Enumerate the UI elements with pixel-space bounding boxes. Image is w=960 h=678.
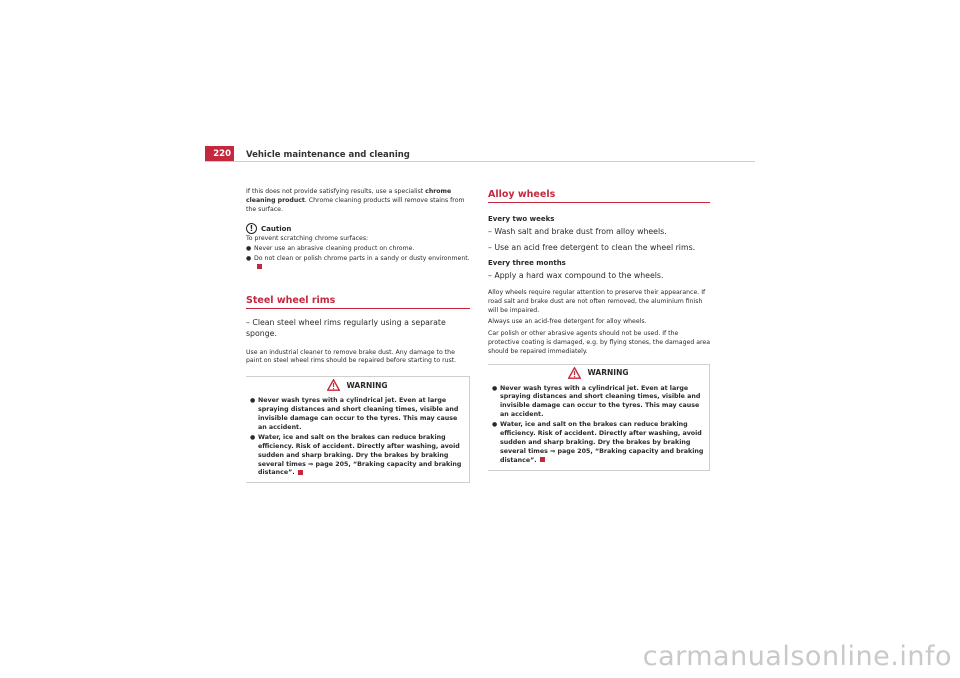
- caution-heading: ! Caution: [246, 223, 470, 234]
- caution-item: ● Never use an abrasive cleaning product on chrome.: [246, 245, 470, 254]
- end-mark-icon: [257, 264, 262, 269]
- watermark: carmanualsonline.info: [642, 641, 952, 672]
- instruction-step: – Clean steel wheel rims regularly using a separate sponge.: [246, 317, 446, 338]
- page-number: 220: [205, 146, 234, 162]
- warning-item: ● Never wash tyres with a cylindrical jet. Even at large spraying distances and short cleaning times, visible and invisible damage can occur to the tyres. This may cause an accident.: [492, 385, 705, 421]
- alloy-paragraph: Alloy wheels require regular attention to preserve their appearance. If road salt and brake dust are not often removed, the aluminium finish will be impaired.: [488, 289, 706, 314]
- right-column: [488, 189, 710, 471]
- section-heading-alloy: Alloy wheels: [488, 189, 710, 203]
- warning-item: ● Water, ice and salt on the brakes can reduce braking efficiency. Risk of accident. Directly after washing, avoid sudden and sharp braking. Dry the brakes by braking several times ⇒ page 205, “Braking capacity and braking distance”.: [492, 421, 705, 466]
- instruction-step: – Apply a hard wax compound to the wheels.: [488, 271, 664, 280]
- warning-item: ● Never wash tyres with a cylindrical jet. Even at large spraying distances and short cleaning times, visible and invisible damage can occur to the tyres. This may cause an accident.: [250, 397, 465, 433]
- instruction-step: – Use an acid free detergent to clean the wheel rims.: [488, 243, 696, 252]
- warning-heading: WARNING: [492, 365, 705, 385]
- alloy-paragraph: Always use an acid-free detergent for alloy wheels.: [488, 318, 647, 326]
- end-mark-icon: [298, 470, 303, 475]
- caution-intro: To prevent scratching chrome surfaces:: [246, 235, 369, 243]
- steel-paragraph: Use an industrial cleaner to remove brake dust. Any damage to the paint on steel wheel rims should be repaired before starting to rust.: [246, 348, 457, 365]
- subheading-three-months: Every three months: [488, 259, 566, 267]
- warning-triangle-icon: [327, 379, 340, 391]
- warning-triangle-icon: [568, 367, 581, 379]
- caution-item: ● Do not clean or polish chrome parts in a sandy or dusty environment.: [246, 255, 470, 273]
- page-title: Vehicle maintenance and cleaning: [246, 150, 410, 160]
- end-mark-icon: [540, 457, 545, 462]
- warning-box: [488, 364, 710, 471]
- warning-item: ● Water, ice and salt on the brakes can reduce braking efficiency. Risk of accident. Directly after washing, avoid sudden and sharp braking. Dry the brakes by braking several times ⇒ page 205, “Braking capacity and braking distance”.: [250, 434, 465, 479]
- left-column: [246, 188, 470, 483]
- caution-block: [246, 223, 470, 272]
- header-rule: [205, 161, 755, 162]
- instruction-step: – Wash salt and brake dust from alloy wheels.: [488, 227, 667, 236]
- exclamation-icon: !: [246, 223, 257, 234]
- alloy-paragraph: Car polish or other abrasive agents should not be used. If the protective coating is damaged, e.g. by flying stones, the damaged area should be repaired immediately.: [488, 330, 711, 355]
- warning-heading: WARNING: [250, 377, 465, 397]
- warning-box: [246, 376, 470, 483]
- section-heading-steel: Steel wheel rims: [246, 295, 470, 309]
- subheading-two-weeks: Every two weeks: [488, 215, 555, 223]
- chrome-intro: If this does not provide satisfying results, use a specialist chrome cleaning product. Chrome cleaning products will remove stains from the surface.: [246, 188, 465, 213]
